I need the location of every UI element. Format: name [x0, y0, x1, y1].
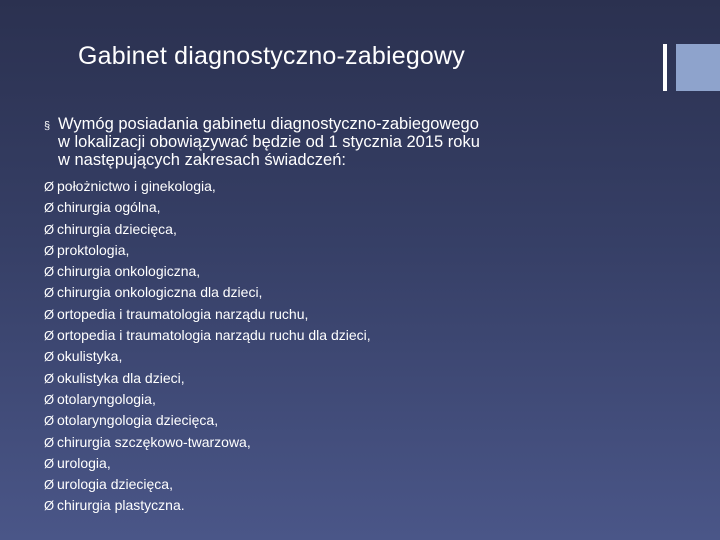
list-item-label: chirurgia ogólna, [57, 199, 161, 216]
arrow-bullet-icon: Ø [44, 200, 55, 216]
arrow-bullet-icon: Ø [44, 349, 55, 365]
list-item [44, 474, 371, 495]
list-item-label: chirurgia onkologiczna dla dzieci, [57, 284, 263, 301]
arrow-bullet-icon: Ø [44, 413, 55, 429]
list-item [44, 304, 371, 325]
intro-line-1: Wymóg posiadania gabinetu diagnostyczno-zabiegowego [58, 115, 479, 133]
list-item [44, 453, 371, 474]
arrow-bullet-icon: Ø [44, 477, 55, 493]
list-item-label: okulistyka dla dzieci, [57, 369, 185, 386]
list-item [44, 176, 371, 197]
list-item [44, 325, 371, 346]
list-item-label: proktologia, [57, 241, 130, 258]
list-item-label: okulistyka, [57, 348, 123, 365]
list-item [44, 410, 371, 431]
list-item-label: otolaryngologia, [57, 390, 156, 407]
list-item [44, 346, 371, 367]
arrow-bullet-icon: Ø [44, 434, 55, 450]
list-item-label: chirurgia dziecięca, [57, 220, 177, 237]
arrow-bullet-icon: Ø [44, 179, 55, 194]
arrow-bullet-icon: Ø [44, 221, 55, 237]
list-item-label: chirurgia plastyczna. [57, 497, 185, 514]
list-item-label: chirurgia szczękowo-twarzowa, [57, 433, 251, 450]
list-item [44, 240, 371, 261]
arrow-bullet-icon: Ø [44, 498, 55, 514]
arrow-bullet-icon: Ø [44, 328, 55, 344]
list-item-label: otolaryngologia dziecięca, [57, 412, 219, 429]
list-item [44, 261, 371, 282]
section-bullet-icon: § [44, 120, 51, 132]
slide-title: Gabinet diagnostyczno-zabiegowy [78, 42, 465, 70]
list-item-label: chirurgia onkologiczna, [57, 263, 201, 280]
list-item [44, 389, 371, 410]
list-item [44, 432, 371, 453]
intro-paragraph [44, 115, 604, 169]
arrow-bullet-icon: Ø [44, 370, 55, 386]
arrow-bullet-icon: Ø [44, 264, 55, 280]
decorative-bar-thick [676, 44, 720, 91]
list-item [44, 282, 371, 303]
list-item-label: urologia, [57, 454, 111, 471]
list-item-label: ortopedia i traumatologia narządu ruchu dla dzieci, [57, 327, 371, 344]
arrow-bullet-icon: Ø [44, 285, 55, 301]
decorative-bar-thin [663, 44, 667, 91]
arrow-bullet-icon: Ø [44, 455, 55, 471]
list-item [44, 197, 371, 218]
list-item-label: ortopedia i traumatologia narządu ruchu, [57, 305, 309, 322]
list-item [44, 219, 371, 240]
list-item-label: położnictwo i ginekologia, [57, 178, 216, 194]
list-item-label: urologia dziecięca, [57, 476, 173, 493]
arrow-bullet-icon: Ø [44, 306, 55, 322]
list-item [44, 495, 371, 516]
list-item [44, 368, 371, 389]
service-list [44, 176, 371, 517]
arrow-bullet-icon: Ø [44, 242, 55, 258]
intro-line-2: w lokalizacji obowiązywać będzie od 1 stycznia 2015 roku [58, 133, 480, 151]
arrow-bullet-icon: Ø [44, 391, 55, 407]
intro-line-3: w następujących zakresach świadczeń: [58, 151, 346, 169]
